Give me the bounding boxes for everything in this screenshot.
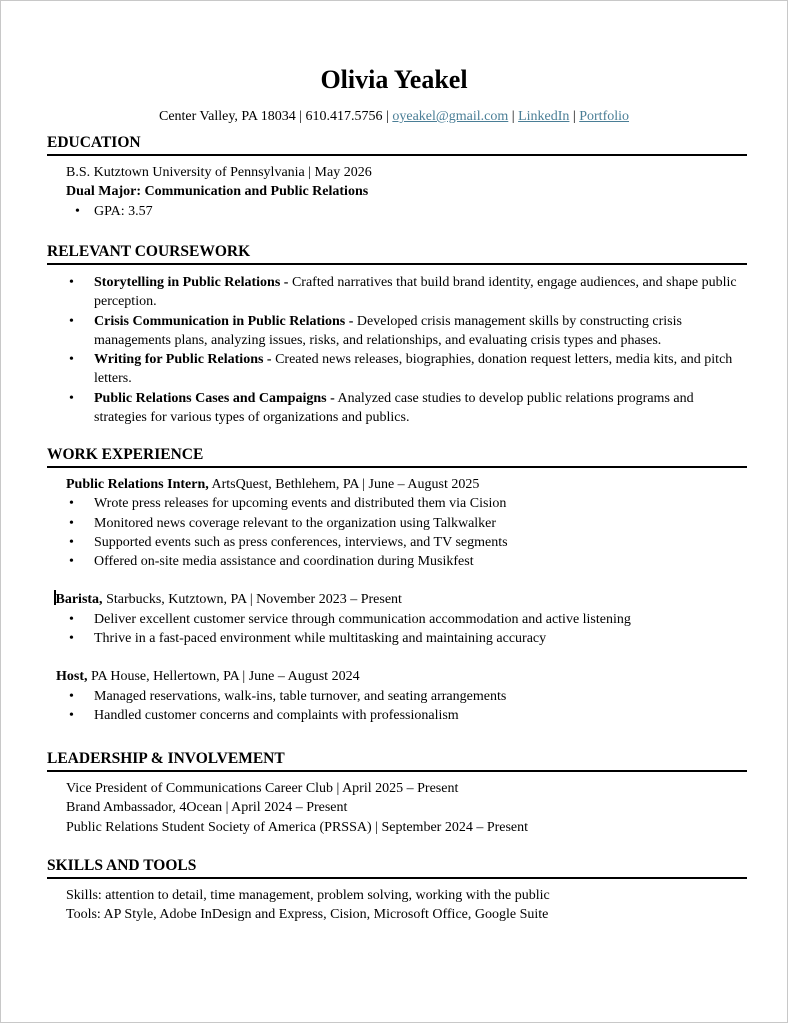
tools-line: Tools: AP Style, Adobe InDesign and Express, Cision, Microsoft Office, Google Suite xyxy=(66,907,549,923)
bullet-icon: • xyxy=(69,275,74,290)
bullet-text: Supported events such as press conferences, interviews, and TV segments xyxy=(94,534,508,550)
leadership-item: Vice President of Communications Career Club | April 2025 – Present xyxy=(66,781,459,796)
skills-section xyxy=(47,856,747,925)
list-item xyxy=(47,494,747,513)
degree-line: B.S. Kutztown University of Pennsylvania | May 2026 xyxy=(66,165,372,180)
bullet-icon: • xyxy=(69,688,74,704)
bullet-icon: • xyxy=(69,707,74,723)
leadership-section xyxy=(47,749,747,837)
work-section xyxy=(47,445,747,725)
job-role: Host, xyxy=(56,669,88,685)
list-item xyxy=(47,350,747,389)
course-desc: Created news releases, biographies, donation request letters, media kits, and pitch letters. xyxy=(94,352,733,387)
course-name: Writing for Public Relations - xyxy=(94,352,272,368)
course-desc: Analyzed case studies to develop public relations programs and strategies for various types of organizations and publics. xyxy=(94,390,694,426)
course-desc: Developed crisis management skills by constructing crisis managements plans, analyzing issues, risks, and relationships, and evaluating crisis types and phases. xyxy=(94,313,682,348)
bullet-icon: • xyxy=(69,515,74,531)
gpa-text: GPA: 3.57 xyxy=(94,203,153,219)
job-role: Public Relations Intern, xyxy=(66,477,209,492)
list-item xyxy=(47,706,747,725)
job-role: Barista, xyxy=(55,592,103,608)
contact-separator: | xyxy=(508,109,519,124)
bullet-icon: • xyxy=(69,631,74,647)
job-bullets xyxy=(47,494,747,571)
contact-separator: | xyxy=(569,109,580,124)
course-name: Storytelling in Public Relations - xyxy=(94,275,289,290)
job-title-line xyxy=(56,590,747,609)
job-details: PA House, Hellertown, PA | June – August 2024 xyxy=(87,669,360,685)
list-item xyxy=(47,312,747,351)
bullet-text: Handled customer concerns and complaints with professionalism xyxy=(94,707,459,723)
section-heading: SKILLS AND TOOLS xyxy=(47,856,747,879)
bullet-icon: • xyxy=(69,554,74,570)
coursework-section xyxy=(47,242,747,427)
list-item xyxy=(47,610,747,629)
contact-line xyxy=(0,108,788,126)
bullet-icon: • xyxy=(69,352,74,368)
job-bullets xyxy=(47,610,747,649)
bullet-icon: • xyxy=(69,611,74,627)
list-item xyxy=(47,687,747,706)
education-section xyxy=(47,133,747,221)
bullet-icon: • xyxy=(69,496,74,512)
major-line: Dual Major: Communication and Public Relations xyxy=(66,184,369,200)
section-heading: WORK EXPERIENCE xyxy=(47,445,747,468)
list-item xyxy=(47,389,747,428)
list-item xyxy=(47,629,747,648)
resume-name: Olivia Yeakel xyxy=(320,65,468,94)
bullet-text: Deliver excellent customer service through communication accommodation and active listening xyxy=(94,611,631,627)
list-item xyxy=(47,552,747,571)
skills-line: Skills: attention to detail, time management, problem solving, working with the public xyxy=(66,888,550,903)
job-details: Starbucks, Kutztown, PA | November 2023 – Present xyxy=(102,592,402,608)
job-details: ArtsQuest, Bethlehem, PA | June – August 2025 xyxy=(208,477,480,492)
bullet-text: Monitored news coverage relevant to the organization using Talkwalker xyxy=(94,515,497,531)
course-name: Crisis Communication in Public Relations - xyxy=(94,313,354,329)
contact-location-phone: Center Valley, PA 18034 | 610.417.5756 | xyxy=(158,109,393,124)
coursework-list xyxy=(47,273,747,427)
leadership-item: Public Relations Student Society of America (PRSSA) | September 2024 – Present xyxy=(66,819,529,835)
leadership-item: Brand Ambassador, 4Ocean | April 2024 – Present xyxy=(66,800,348,816)
email-link[interactable]: oyeakel@gmail.com xyxy=(392,109,509,124)
linkedin-link[interactable]: LinkedIn xyxy=(518,109,570,124)
portfolio-link[interactable]: Portfolio xyxy=(579,109,630,124)
bullet-text: Wrote press releases for upcoming events and distributed them via Cision xyxy=(94,496,507,512)
education-bullets xyxy=(47,202,747,221)
section-heading: EDUCATION xyxy=(47,133,747,156)
section-heading: RELEVANT COURSEWORK xyxy=(47,242,747,265)
list-item xyxy=(47,202,747,221)
course-name: Public Relations Cases and Campaigns - xyxy=(94,390,335,406)
list-item xyxy=(47,514,747,533)
bullet-icon: • xyxy=(75,203,80,219)
bullet-text: Managed reservations, walk-ins, table turnover, and seating arrangements xyxy=(94,688,507,704)
bullet-text: Offered on-site media assistance and coordination during Musikfest xyxy=(94,554,474,570)
section-heading: LEADERSHIP & INVOLVEMENT xyxy=(47,749,747,772)
job-title-line xyxy=(56,667,747,686)
bullet-icon: • xyxy=(69,390,74,406)
bullet-icon: • xyxy=(69,313,74,329)
list-item xyxy=(47,533,747,552)
list-item xyxy=(47,273,747,312)
course-desc: Crafted narratives that build brand identity, engage audiences, and shape public perception. xyxy=(94,275,737,310)
job-bullets xyxy=(47,687,747,726)
bullet-icon: • xyxy=(69,534,74,550)
bullet-text: Thrive in a fast-paced environment while multitasking and maintaining accuracy xyxy=(94,631,547,647)
job-title-line xyxy=(66,475,747,494)
